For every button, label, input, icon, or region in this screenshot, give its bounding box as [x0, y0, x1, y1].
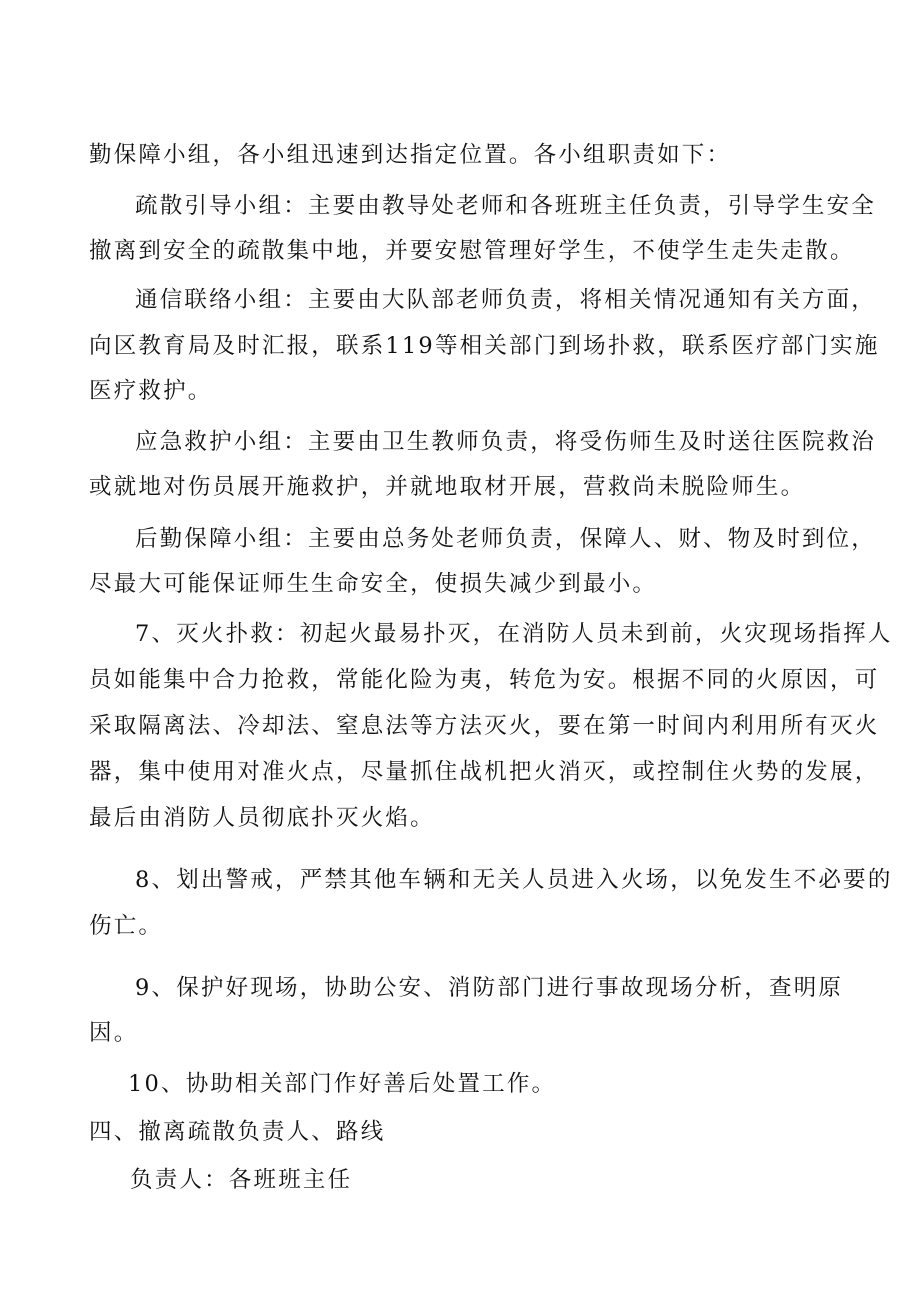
text-line: 最后由消防人员彻底扑灭火焰。: [89, 805, 435, 831]
text-line: 医疗救护。: [89, 378, 213, 404]
text-line: 撤离到安全的疏散集中地，并要安慰管理好学生，不使学生走失走散。: [89, 238, 855, 264]
section-heading: 四、撤离疏散负责人、路线: [89, 1119, 386, 1145]
text-line: 伤亡。: [89, 913, 164, 939]
paragraph-evacuation-group: 疏散引导小组：主要由教导处老师和各班班主任负责，引导学生安全: [135, 193, 877, 219]
text-line: 勤保障小组，各小组迅速到达指定位置。各小组职责如下：: [89, 142, 732, 168]
text-line: 向区教育局及时汇报，联系119等相关部门到场扑救，联系医疗部门实施: [89, 333, 880, 359]
text-line: 或就地对伤员展开施救护，并就地取材开展，营救尚未脱险师生。: [89, 474, 806, 500]
paragraph-logistics-group: 后勤保障小组：主要由总务处老师负责，保障人、财、物及时到位，: [135, 526, 877, 552]
text-line: 因。: [89, 1020, 139, 1046]
paragraph-item-9: 9、保护好现场，协助公安、消防部门进行事故现场分析，查明原: [135, 975, 844, 1001]
text-line: 尽最大可能保证师生生命安全，使损失减少到最小。: [89, 571, 658, 597]
paragraph-item-8: 8、划出警戒，严禁其他车辆和无关人员进入火场，以免发生不必要的: [135, 867, 893, 893]
paragraph-communication-group: 通信联络小组：主要由大队部老师负责，将相关情况通知有关方面，: [135, 287, 877, 313]
responsible-person-line: 负责人：各班班主任: [130, 1167, 353, 1193]
paragraph-item-7: 7、灭火扑救：初起火最易扑灭，在消防人员未到前，火灾现场指挥人: [135, 621, 893, 647]
text-line: 采取隔离法、冷却法、窒息法等方法灭火，要在第一时间内利用所有灭火: [89, 713, 880, 739]
paragraph-item-10: 10、协助相关部门作好善后处置工作。: [128, 1071, 557, 1097]
text-line: 员如能集中合力抢救，常能化险为夷，转危为安。根据不同的火原因，可: [89, 667, 880, 693]
paragraph-rescue-group: 应急救护小组：主要由卫生教师负责，将受伤师生及时送往医院救治: [135, 429, 877, 455]
text-line: 器，集中使用对准火点，尽量抓住战机把火消灭，或控制住火势的发展，: [89, 759, 880, 785]
